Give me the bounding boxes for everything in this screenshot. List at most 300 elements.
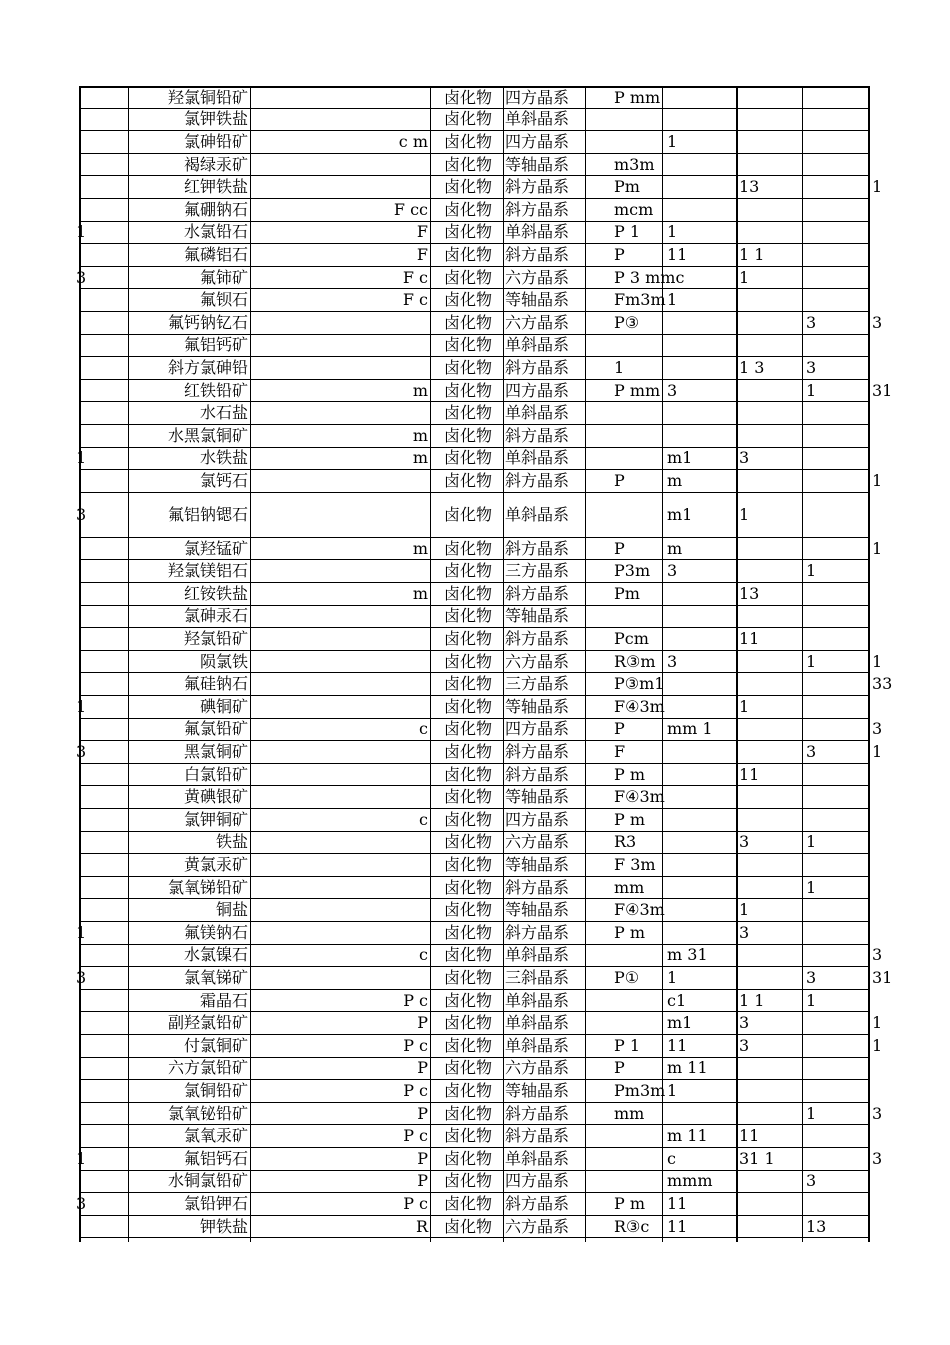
cell-value: c	[667, 1148, 676, 1168]
row-lead: 3	[76, 1193, 87, 1213]
crystal-system: 三方晶系	[505, 561, 570, 581]
cell-value: mmm	[667, 1171, 713, 1191]
space-group: Pm	[614, 177, 640, 197]
mineral-name: 付氯铜矿	[183, 1035, 248, 1055]
formula-fragment: m	[412, 583, 428, 603]
cell-value: mm 1	[667, 719, 713, 739]
mineral-class: 卤化物	[444, 1193, 493, 1213]
mineral-class: 卤化物	[444, 990, 493, 1010]
cell-value: 1	[667, 131, 678, 151]
crystal-system: 等轴晶系	[505, 854, 570, 874]
table-row	[79, 1216, 870, 1239]
cell-value: 1	[739, 696, 750, 716]
table-row	[76, 222, 870, 245]
cell-value: 1	[872, 741, 883, 761]
row-lead: 1	[76, 1148, 87, 1168]
table-row	[79, 1103, 883, 1126]
space-group: P	[614, 1058, 625, 1078]
crystal-system: 四方晶系	[505, 809, 570, 829]
mineral-name: 水黑氯铜矿	[167, 425, 248, 445]
crystal-system: 单斜晶系	[505, 448, 570, 468]
cell-value: 1	[806, 651, 817, 671]
formula-fragment: F c	[402, 267, 428, 287]
formula-fragment: c	[419, 809, 428, 829]
mineral-name: 氯氧锑矿	[183, 967, 248, 987]
mineral-name: 氯钙石	[199, 470, 248, 490]
table-row	[76, 1193, 870, 1216]
crystal-system: 斜方晶系	[505, 764, 570, 784]
mineral-class: 卤化物	[444, 448, 493, 468]
space-group: P 1	[614, 222, 641, 242]
mineral-class: 卤化物	[444, 357, 493, 377]
mineral-class: 卤化物	[444, 290, 493, 310]
cell-value: 3	[806, 312, 817, 332]
crystal-system: 单斜晶系	[505, 1013, 570, 1033]
table-row	[76, 448, 870, 471]
formula-fragment: P	[417, 1148, 428, 1168]
cell-value: m	[667, 470, 683, 490]
mineral-class: 卤化物	[444, 719, 493, 739]
space-group: mcm	[614, 199, 654, 219]
formula-fragment: F	[416, 244, 428, 264]
formula-fragment: P c	[403, 1035, 428, 1055]
mineral-class: 卤化物	[444, 561, 493, 581]
mineral-name: 氯羟锰矿	[183, 538, 248, 558]
crystal-system: 单斜晶系	[505, 1035, 570, 1055]
space-group: P m	[614, 809, 646, 829]
table-row	[79, 176, 883, 199]
mineral-class: 卤化物	[444, 1103, 493, 1123]
crystal-system: 斜方晶系	[505, 628, 570, 648]
mineral-name: 氯钾铜矿	[183, 809, 248, 829]
cell-value: 3	[739, 832, 750, 852]
space-group: P m	[614, 1193, 646, 1213]
table-row	[79, 1058, 870, 1081]
cell-value: 3	[872, 312, 883, 332]
crystal-system: 斜方晶系	[505, 877, 570, 897]
mineral-name: 白氯铅矿	[183, 764, 248, 784]
table-row	[76, 1148, 883, 1171]
cell-value: 3	[739, 1035, 750, 1055]
formula-fragment: m	[412, 448, 428, 468]
mineral-class: 卤化物	[444, 1148, 493, 1168]
space-group: mm	[614, 877, 645, 897]
cell-value: 1	[872, 651, 883, 671]
cell-value: 1 1	[739, 244, 765, 264]
table-row	[79, 1080, 870, 1103]
crystal-system: 四方晶系	[505, 1171, 570, 1191]
space-group: P m	[614, 922, 646, 942]
mineral-name: 氟铈矿	[199, 267, 248, 287]
table-row	[79, 990, 870, 1013]
space-group: P mm	[614, 380, 661, 400]
crystal-system: 六方晶系	[505, 832, 570, 852]
cell-value: c1	[667, 990, 687, 1010]
cell-value: 1	[739, 900, 750, 920]
table-row	[79, 786, 870, 809]
formula-fragment: P	[417, 1013, 428, 1033]
formula-fragment: P c	[403, 1080, 428, 1100]
table-row	[79, 199, 870, 222]
space-group: P mm	[614, 87, 661, 107]
cell-value: 3	[667, 651, 678, 671]
mineral-class: 卤化物	[444, 538, 493, 558]
cell-value: 1	[872, 1035, 883, 1055]
mineral-class: 卤化物	[444, 177, 493, 197]
mineral-class: 卤化物	[444, 741, 493, 761]
mineral-name: 水氯铅石	[183, 222, 248, 242]
mineral-class: 卤化物	[444, 403, 493, 423]
mineral-class: 卤化物	[444, 832, 493, 852]
formula-fragment: P c	[403, 1193, 428, 1213]
cell-value: 3	[739, 922, 750, 942]
cell-value: m 11	[667, 1058, 708, 1078]
mineral-name: 氯氧锑铅矿	[167, 877, 248, 897]
table-row	[79, 606, 870, 629]
crystal-system: 四方晶系	[505, 719, 570, 739]
mineral-class: 卤化物	[444, 222, 493, 242]
table-row	[76, 696, 870, 719]
crystal-system: 单斜晶系	[505, 403, 570, 423]
mineral-name: 铜盐	[215, 900, 248, 920]
cell-value: 1	[806, 990, 817, 1010]
space-group: P	[614, 538, 625, 558]
table-row	[79, 1035, 883, 1058]
cell-value: 1	[872, 177, 883, 197]
cell-value: 13	[739, 583, 760, 603]
crystal-system: 单斜晶系	[505, 1148, 570, 1168]
space-group: Fm3m	[614, 290, 666, 310]
crystal-system: 斜方晶系	[505, 922, 570, 942]
mineral-class: 卤化物	[444, 1126, 493, 1146]
space-group: F④3m	[614, 696, 665, 716]
mineral-class: 卤化物	[444, 651, 493, 671]
cell-value: 3	[739, 1013, 750, 1033]
formula-fragment: R	[415, 1216, 428, 1236]
mineral-class: 卤化物	[444, 380, 493, 400]
cell-value: 1 3	[739, 357, 765, 377]
mineral-class: 卤化物	[444, 199, 493, 219]
mineral-class: 卤化物	[444, 628, 493, 648]
mineral-class: 卤化物	[444, 787, 493, 807]
mineral-class: 卤化物	[444, 945, 493, 965]
table-row	[79, 109, 870, 132]
cell-value: 3	[872, 1148, 883, 1168]
crystal-system: 等轴晶系	[505, 900, 570, 920]
formula-fragment: m	[412, 380, 428, 400]
cell-value: 1	[806, 832, 817, 852]
crystal-system: 六方晶系	[505, 1058, 570, 1078]
mineral-class: 卤化物	[444, 583, 493, 603]
crystal-system: 六方晶系	[505, 651, 570, 671]
space-group: F④3m	[614, 787, 665, 807]
mineral-name: 氯氧汞矿	[183, 1126, 248, 1146]
mineral-class: 卤化物	[444, 244, 493, 264]
mineral-class: 卤化物	[444, 1013, 493, 1033]
formula-fragment: c	[419, 719, 428, 739]
formula-fragment: P c	[403, 1126, 428, 1146]
mineral-class: 卤化物	[444, 900, 493, 920]
row-lead: 3	[76, 504, 87, 524]
cell-value: m	[667, 538, 683, 558]
space-group: P3m	[614, 561, 651, 581]
row-lead: 3	[76, 967, 87, 987]
cell-value: 13	[739, 177, 760, 197]
space-group: P①	[614, 967, 640, 987]
formula-fragment: P	[417, 1058, 428, 1078]
mineral-class: 卤化物	[444, 504, 493, 524]
crystal-system: 斜方晶系	[505, 470, 570, 490]
formula-fragment: F cc	[393, 199, 428, 219]
cell-value: m 31	[667, 945, 708, 965]
cell-value: 3	[739, 448, 750, 468]
mineral-name: 羟氯铅矿	[183, 628, 248, 648]
mineral-name: 氟硼钠石	[183, 199, 248, 219]
table-row	[79, 560, 870, 583]
crystal-system: 三方晶系	[505, 674, 570, 694]
space-group: F	[614, 741, 626, 761]
mineral-name: 氟铝钙矿	[183, 335, 248, 355]
cell-value: 1	[806, 1103, 817, 1123]
space-group: P m	[614, 764, 646, 784]
mineral-name: 氟氯铅矿	[183, 719, 248, 739]
mineral-class: 卤化物	[444, 1171, 493, 1191]
cell-value: 3	[806, 967, 817, 987]
crystal-system: 单斜晶系	[505, 222, 570, 242]
mineral-name: 红铁铅矿	[183, 380, 248, 400]
cell-value: 1	[667, 1080, 678, 1100]
mineral-name: 氟磷铝石	[183, 244, 248, 264]
crystal-system: 斜方晶系	[505, 538, 570, 558]
mineral-name: 褐绿汞矿	[183, 154, 248, 174]
mineral-class: 卤化物	[444, 809, 493, 829]
mineral-class: 卤化物	[444, 109, 493, 129]
table-row	[79, 628, 870, 651]
cell-value: 11	[667, 244, 688, 264]
space-group: P 3 mmc	[614, 267, 685, 287]
crystal-system: 斜方晶系	[505, 425, 570, 445]
table-row	[76, 267, 870, 290]
mineral-name: 氟铝钙石	[183, 1148, 248, 1168]
cell-value: 3	[872, 719, 883, 739]
crystal-system: 等轴晶系	[505, 1080, 570, 1100]
table-row	[79, 425, 870, 448]
table-row	[79, 1012, 883, 1035]
space-group: m3m	[614, 154, 655, 174]
cell-value: 3	[872, 945, 883, 965]
table-row	[76, 922, 870, 945]
crystal-system: 等轴晶系	[505, 154, 570, 174]
crystal-system: 斜方晶系	[505, 244, 570, 264]
mineral-name: 黑氯铜矿	[183, 741, 248, 761]
cell-value: m1	[667, 504, 693, 524]
table-row	[79, 312, 883, 335]
table-row	[79, 154, 870, 177]
mineral-class: 卤化物	[444, 131, 493, 151]
mineral-name: 黄碘银矿	[183, 787, 248, 807]
crystal-system: 单斜晶系	[505, 990, 570, 1010]
table-row	[79, 470, 883, 493]
mineral-class: 卤化物	[444, 1080, 493, 1100]
table-row	[79, 945, 883, 968]
mineral-class: 卤化物	[444, 967, 493, 987]
cell-value: 1	[739, 504, 750, 524]
crystal-system: 斜方晶系	[505, 177, 570, 197]
crystal-system: 四方晶系	[505, 380, 570, 400]
cell-value: 3	[667, 561, 678, 581]
cell-value: 1 1	[739, 990, 765, 1010]
crystal-system: 四方晶系	[505, 131, 570, 151]
cell-value: 13	[806, 1216, 827, 1236]
table-row	[79, 809, 870, 832]
table-row	[79, 1125, 870, 1148]
mineral-class: 卤化物	[444, 696, 493, 716]
mineral-name: 氯钾铁盐	[183, 109, 248, 129]
table-row	[79, 131, 870, 154]
mineral-name: 氟钡石	[199, 290, 248, 310]
cell-value: 1	[806, 380, 817, 400]
formula-fragment: P	[417, 1171, 428, 1191]
cell-value: m1	[667, 448, 693, 468]
mineral-name: 氟铝钠锶石	[167, 504, 248, 524]
table-row	[79, 538, 883, 561]
table-row	[79, 651, 883, 674]
table-row	[76, 741, 883, 764]
table-row	[79, 854, 870, 877]
table-row	[76, 493, 870, 538]
table-row	[79, 335, 870, 358]
cell-value: 31	[872, 967, 893, 987]
cell-value: 3	[806, 357, 817, 377]
space-group: P③m1	[614, 674, 665, 694]
space-group: P	[614, 244, 625, 264]
space-group: P 1	[614, 1035, 641, 1055]
table-row	[79, 899, 870, 922]
cell-value: m 11	[667, 1126, 708, 1146]
formula-fragment: m	[412, 538, 428, 558]
mineral-name: 水氯镍石	[183, 945, 248, 965]
table-row	[79, 832, 870, 855]
mineral-name: 斜方氯砷铅	[167, 357, 248, 377]
crystal-system: 单斜晶系	[505, 109, 570, 129]
table-row	[79, 86, 870, 109]
mineral-name: 氯铜铅矿	[183, 1080, 248, 1100]
cell-value: 11	[667, 1216, 688, 1236]
table-row	[79, 719, 883, 742]
mineral-name: 霜晶石	[199, 990, 248, 1010]
table-row	[79, 289, 870, 312]
cell-value: 3	[667, 380, 678, 400]
cell-value: m1	[667, 1013, 693, 1033]
cell-value: 3	[872, 1103, 883, 1123]
space-group: R③c	[614, 1216, 650, 1236]
table-row	[79, 357, 870, 380]
cell-value: 31	[872, 380, 893, 400]
cell-value: 3	[806, 1171, 817, 1191]
space-group: 1	[614, 357, 625, 377]
mineral-name: 红钾铁盐	[183, 177, 248, 197]
mineral-name: 氟硅钠石	[183, 674, 248, 694]
table-row	[79, 244, 870, 267]
space-group: Pm	[614, 583, 640, 603]
mineral-name: 副羟氯铅矿	[167, 1013, 248, 1033]
table-row	[79, 402, 870, 425]
mineral-name: 水石盐	[199, 403, 248, 423]
mineral-class: 卤化物	[444, 425, 493, 445]
mineral-class: 卤化物	[444, 267, 493, 287]
cell-value: 11	[739, 1126, 760, 1146]
mineral-class: 卤化物	[444, 606, 493, 626]
mineral-table	[76, 86, 893, 1242]
space-group: mm	[614, 1103, 645, 1123]
mineral-class: 卤化物	[444, 1216, 493, 1236]
cell-value: 1	[872, 538, 883, 558]
formula-fragment: F	[416, 222, 428, 242]
space-group: R③m	[614, 651, 656, 671]
space-group: P	[614, 470, 625, 490]
crystal-system: 等轴晶系	[505, 606, 570, 626]
space-group: R3	[614, 832, 637, 852]
cell-value: 1	[667, 290, 678, 310]
crystal-system: 六方晶系	[505, 1216, 570, 1236]
space-group: F 3m	[614, 854, 656, 874]
row-lead: 1	[76, 696, 87, 716]
crystal-system: 斜方晶系	[505, 1126, 570, 1146]
mineral-class: 卤化物	[444, 312, 493, 332]
table-row	[79, 877, 870, 900]
mineral-name: 水铜氯铅矿	[167, 1171, 248, 1191]
mineral-name: 氯砷汞石	[183, 606, 248, 626]
formula-fragment: P	[417, 1103, 428, 1123]
row-lead: 1	[76, 222, 87, 242]
space-group: F④3m	[614, 900, 665, 920]
crystal-system: 斜方晶系	[505, 741, 570, 761]
mineral-class: 卤化物	[444, 1058, 493, 1078]
cell-value: 1	[739, 267, 750, 287]
space-group: Pm3m	[614, 1080, 666, 1100]
space-group: P③	[614, 312, 640, 332]
cell-value: 1	[872, 1013, 883, 1033]
space-group: Pcm	[614, 628, 649, 648]
mineral-name: 水铁盐	[199, 448, 248, 468]
row-lead: 1	[76, 448, 87, 468]
row-lead: 3	[76, 741, 87, 761]
crystal-system: 斜方晶系	[505, 1103, 570, 1123]
mineral-name: 钾铁盐	[199, 1216, 248, 1236]
mineral-class: 卤化物	[444, 87, 493, 107]
mineral-class: 卤化物	[444, 877, 493, 897]
crystal-system: 单斜晶系	[505, 945, 570, 965]
cell-value: 1	[872, 470, 883, 490]
mineral-name: 碘铜矿	[199, 696, 248, 716]
crystal-system: 六方晶系	[505, 267, 570, 287]
crystal-system: 等轴晶系	[505, 696, 570, 716]
mineral-name: 红铵铁盐	[183, 583, 248, 603]
formula-fragment: F c	[402, 290, 428, 310]
mineral-class: 卤化物	[444, 764, 493, 784]
mineral-class: 卤化物	[444, 154, 493, 174]
crystal-system: 六方晶系	[505, 312, 570, 332]
row-lead: 1	[76, 922, 87, 942]
table-row	[79, 380, 893, 403]
mineral-name: 氯砷铅矿	[183, 131, 248, 151]
crystal-system: 单斜晶系	[505, 504, 570, 524]
mineral-name: 氟镁钠石	[183, 922, 248, 942]
cell-value: 11	[739, 628, 760, 648]
mineral-name: 六方氯铅矿	[167, 1058, 248, 1078]
crystal-system: 斜方晶系	[505, 1193, 570, 1213]
mineral-name: 氯氧铋铅矿	[167, 1103, 248, 1123]
